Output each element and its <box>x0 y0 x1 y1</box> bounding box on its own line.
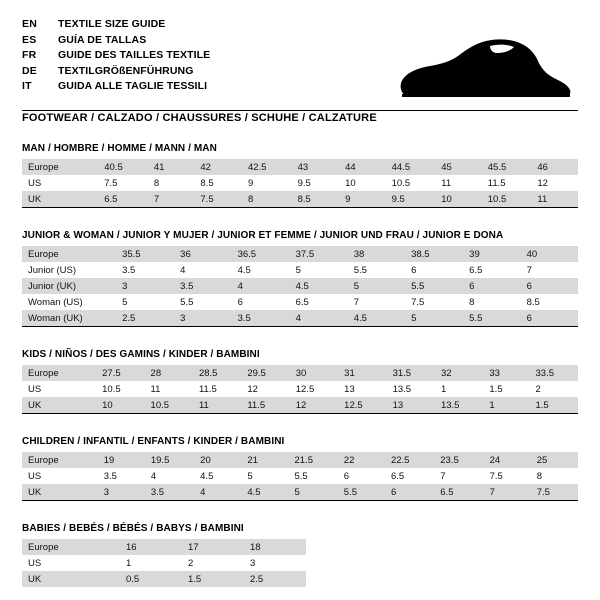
cell: 17 <box>182 539 244 555</box>
cell: 3 <box>174 310 231 326</box>
row-label: UK <box>22 191 98 207</box>
cell: 1 <box>483 397 529 413</box>
cell: 6.5 <box>434 484 483 500</box>
cell: 10.5 <box>386 175 436 191</box>
row-label: Europe <box>22 452 98 468</box>
cell: 5.5 <box>289 468 338 484</box>
cell: 12 <box>241 381 289 397</box>
cell: 4.5 <box>194 468 241 484</box>
language-row <box>22 65 210 81</box>
row-label: UK <box>22 397 96 413</box>
cell: 35.5 <box>116 246 174 262</box>
cell: 27.5 <box>96 365 144 381</box>
section-title: MAN / HOMBRE / HOMME / MANN / MAN <box>22 143 217 154</box>
cell: 12.5 <box>290 381 338 397</box>
cell: 19.5 <box>145 452 194 468</box>
cell: 7 <box>148 191 195 207</box>
cell: 5.5 <box>174 294 231 310</box>
table-row <box>22 539 578 555</box>
cell: 11.5 <box>241 397 289 413</box>
size-section-man <box>22 143 578 207</box>
table-row <box>22 310 578 326</box>
cell: 3.5 <box>174 278 231 294</box>
cell: 8 <box>463 294 520 310</box>
cell: 9.5 <box>292 175 340 191</box>
language-code: ES <box>22 33 37 46</box>
cell: 0.5 <box>120 571 182 587</box>
cell: 4.5 <box>241 484 288 500</box>
row-label: Woman (US) <box>22 294 116 310</box>
table-row <box>22 571 578 587</box>
cell: 39 <box>463 246 520 262</box>
cell: 10 <box>339 175 386 191</box>
cell: 8 <box>531 468 578 484</box>
cell: 11 <box>435 175 482 191</box>
row-label: US <box>22 381 96 397</box>
cell: 20 <box>194 452 241 468</box>
cell: 40.5 <box>98 159 148 175</box>
cell: 6 <box>338 468 385 484</box>
cell: 13 <box>387 397 435 413</box>
table-row <box>22 175 578 191</box>
size-section-babies <box>22 523 578 587</box>
cell: 6.5 <box>98 191 148 207</box>
cell: 11.5 <box>193 381 241 397</box>
cell: 4.5 <box>348 310 405 326</box>
row-label: UK <box>22 571 120 587</box>
cell: 12 <box>290 397 338 413</box>
cell: 10.5 <box>145 397 193 413</box>
cell: 9 <box>339 191 386 207</box>
cell: 6 <box>405 262 463 278</box>
cell: 42.5 <box>242 159 292 175</box>
language-row <box>22 80 210 96</box>
cell: 5.5 <box>463 310 520 326</box>
size-table-kids <box>22 365 578 413</box>
cell: 22 <box>338 452 385 468</box>
cell: 46 <box>531 159 578 175</box>
cell: 11.5 <box>482 175 532 191</box>
cell: 6.5 <box>290 294 348 310</box>
row-label: Europe <box>22 246 116 262</box>
cell: 25 <box>531 452 578 468</box>
cell: 41 <box>148 159 195 175</box>
table-row <box>22 365 578 381</box>
cell: 2 <box>182 555 244 571</box>
cell: 8 <box>242 191 292 207</box>
row-label: US <box>22 468 98 484</box>
cell: 13.5 <box>435 397 483 413</box>
cell: 33.5 <box>530 365 579 381</box>
section-divider <box>22 207 578 208</box>
cell: 6 <box>521 278 578 294</box>
cell: 3.5 <box>232 310 290 326</box>
cell: 5 <box>289 484 338 500</box>
cell: 3.5 <box>116 262 174 278</box>
cell: 5 <box>290 262 348 278</box>
cell: 5.5 <box>348 262 405 278</box>
language-row <box>22 49 210 65</box>
language-code: DE <box>22 64 37 77</box>
cell: 2 <box>530 381 579 397</box>
cell: 33 <box>483 365 529 381</box>
size-section-kids <box>22 349 578 413</box>
table-row <box>22 397 578 413</box>
cell: 12.5 <box>338 397 386 413</box>
cell: 9 <box>242 175 292 191</box>
cell: 4 <box>145 468 194 484</box>
cell: 32 <box>435 365 483 381</box>
cell: 7.5 <box>98 175 148 191</box>
cell: 10 <box>96 397 144 413</box>
cell: 7 <box>434 468 483 484</box>
cell: 8.5 <box>194 175 242 191</box>
language-code: IT <box>22 80 32 92</box>
cell: 7 <box>521 262 578 278</box>
row-label: Woman (UK) <box>22 310 116 326</box>
cell: 19 <box>98 452 145 468</box>
language-title: TEXTILGRÖßENFÜHRUNG <box>58 64 194 77</box>
cell: 4 <box>232 278 290 294</box>
language-code: FR <box>22 49 37 61</box>
cell: 9.5 <box>386 191 436 207</box>
cell: 10 <box>435 191 482 207</box>
cell: 5.5 <box>338 484 385 500</box>
cell: 7.5 <box>405 294 463 310</box>
section-title: KIDS / NIÑOS / DES GAMINS / KINDER / BAMBINI <box>22 349 260 360</box>
cell: 24 <box>484 452 531 468</box>
language-title: GUIDE DES TAILLES TEXTILE <box>58 49 211 61</box>
cell: 6 <box>521 310 578 326</box>
cell: 29.5 <box>241 365 289 381</box>
cell: 28 <box>145 365 193 381</box>
cell: 6 <box>463 278 520 294</box>
cell: 7 <box>484 484 531 500</box>
cell: 18 <box>244 539 306 555</box>
cell: 1 <box>435 381 483 397</box>
size-table-babies <box>22 539 578 587</box>
language-title-list <box>22 18 210 96</box>
cell: 44.5 <box>386 159 436 175</box>
cell: 4 <box>194 484 241 500</box>
cell: 30 <box>290 365 338 381</box>
table-row <box>22 262 578 278</box>
cell: 23.5 <box>434 452 483 468</box>
cell: 11 <box>145 381 193 397</box>
cell: 45 <box>435 159 482 175</box>
row-label: Europe <box>22 159 98 175</box>
language-row <box>22 34 210 50</box>
table-row <box>22 278 578 294</box>
section-title: JUNIOR & WOMAN / JUNIOR Y MUJER / JUNIOR ET FEMME / JUNIOR UND FRAU / JUNIOR E DONA <box>22 230 504 241</box>
cell: 1.5 <box>483 381 529 397</box>
language-code: EN <box>22 18 37 30</box>
cell: 12 <box>531 175 578 191</box>
cell: 5 <box>241 468 288 484</box>
cell: 10.5 <box>96 381 144 397</box>
cell: 5 <box>348 278 405 294</box>
size-section-junior-woman <box>22 230 578 326</box>
cell: 31 <box>338 365 386 381</box>
cell: 6.5 <box>463 262 520 278</box>
cell: 21 <box>241 452 288 468</box>
cell: 8 <box>148 175 195 191</box>
cell: 38 <box>348 246 405 262</box>
section-divider <box>22 500 578 501</box>
section-title: CHILDREN / INFANTIL / ENFANTS / KINDER / BAMBINI <box>22 436 285 447</box>
language-title: TEXTILE SIZE GUIDE <box>58 18 166 30</box>
cell: 3 <box>244 555 306 571</box>
size-table-man <box>22 159 578 207</box>
cell: 3.5 <box>145 484 194 500</box>
cell: 7.5 <box>194 191 242 207</box>
cell: 7.5 <box>531 484 578 500</box>
cell: 3 <box>116 278 174 294</box>
size-section-children <box>22 436 578 500</box>
cell: 1.5 <box>530 397 579 413</box>
cell: 4 <box>290 310 348 326</box>
cell: 8.5 <box>521 294 578 310</box>
cell: 7 <box>348 294 405 310</box>
cell: 13 <box>338 381 386 397</box>
cell: 8.5 <box>292 191 340 207</box>
cell: 5 <box>405 310 463 326</box>
row-label: UK <box>22 484 98 500</box>
cell: 45.5 <box>482 159 532 175</box>
cell: 5.5 <box>405 278 463 294</box>
row-label: US <box>22 175 98 191</box>
table-row <box>22 294 578 310</box>
table-row <box>22 468 578 484</box>
table-row <box>22 381 578 397</box>
cell: 5 <box>116 294 174 310</box>
cell: 21.5 <box>289 452 338 468</box>
language-row <box>22 18 210 34</box>
table-row <box>22 159 578 175</box>
cell: 3.5 <box>98 468 145 484</box>
section-divider <box>22 326 578 327</box>
row-label: US <box>22 555 120 571</box>
cell: 4.5 <box>232 262 290 278</box>
cell: 38.5 <box>405 246 463 262</box>
row-label: Europe <box>22 365 96 381</box>
cell: 44 <box>339 159 386 175</box>
cell: 1 <box>120 555 182 571</box>
language-title: GUÍA DE TALLAS <box>58 33 147 46</box>
cell: 4 <box>174 262 231 278</box>
cell: 4.5 <box>290 278 348 294</box>
dress-shoe-icon <box>394 36 572 102</box>
cell: 6.5 <box>385 468 434 484</box>
cell: 42 <box>194 159 242 175</box>
row-label: Junior (UK) <box>22 278 116 294</box>
row-label: Europe <box>22 539 120 555</box>
table-row <box>22 555 578 571</box>
cell: 6 <box>385 484 434 500</box>
cell: 40 <box>521 246 578 262</box>
section-title: BABIES / BEBÉS / BÉBÉS / BABYS / BAMBINI <box>22 523 244 534</box>
cell: 22.5 <box>385 452 434 468</box>
page-header <box>22 18 578 124</box>
cell: 1.5 <box>182 571 244 587</box>
cell: 28.5 <box>193 365 241 381</box>
cell: 13.5 <box>387 381 435 397</box>
cell: 36 <box>174 246 231 262</box>
cell: 36.5 <box>232 246 290 262</box>
cell: 10.5 <box>482 191 532 207</box>
cell: 3 <box>98 484 145 500</box>
size-table-junior-woman <box>22 246 578 326</box>
table-row <box>22 452 578 468</box>
cell: 16 <box>120 539 182 555</box>
table-row <box>22 191 578 207</box>
cell: 31.5 <box>387 365 435 381</box>
cell: 7.5 <box>484 468 531 484</box>
section-divider <box>22 413 578 414</box>
cell: 11 <box>531 191 578 207</box>
language-title: GUIDA ALLE TAGLIE TESSILI <box>58 80 208 92</box>
row-label: Junior (US) <box>22 262 116 278</box>
cell: 2.5 <box>244 571 306 587</box>
cell: 6 <box>232 294 290 310</box>
cell: 11 <box>193 397 241 413</box>
cell: 43 <box>292 159 340 175</box>
table-row <box>22 484 578 500</box>
size-table-children <box>22 452 578 500</box>
cell: 37.5 <box>290 246 348 262</box>
footwear-section-title: FOOTWEAR / CALZADO / CHAUSSURES / SCHUHE / CALZATURE <box>22 111 377 124</box>
table-row <box>22 246 578 262</box>
cell: 2.5 <box>116 310 174 326</box>
